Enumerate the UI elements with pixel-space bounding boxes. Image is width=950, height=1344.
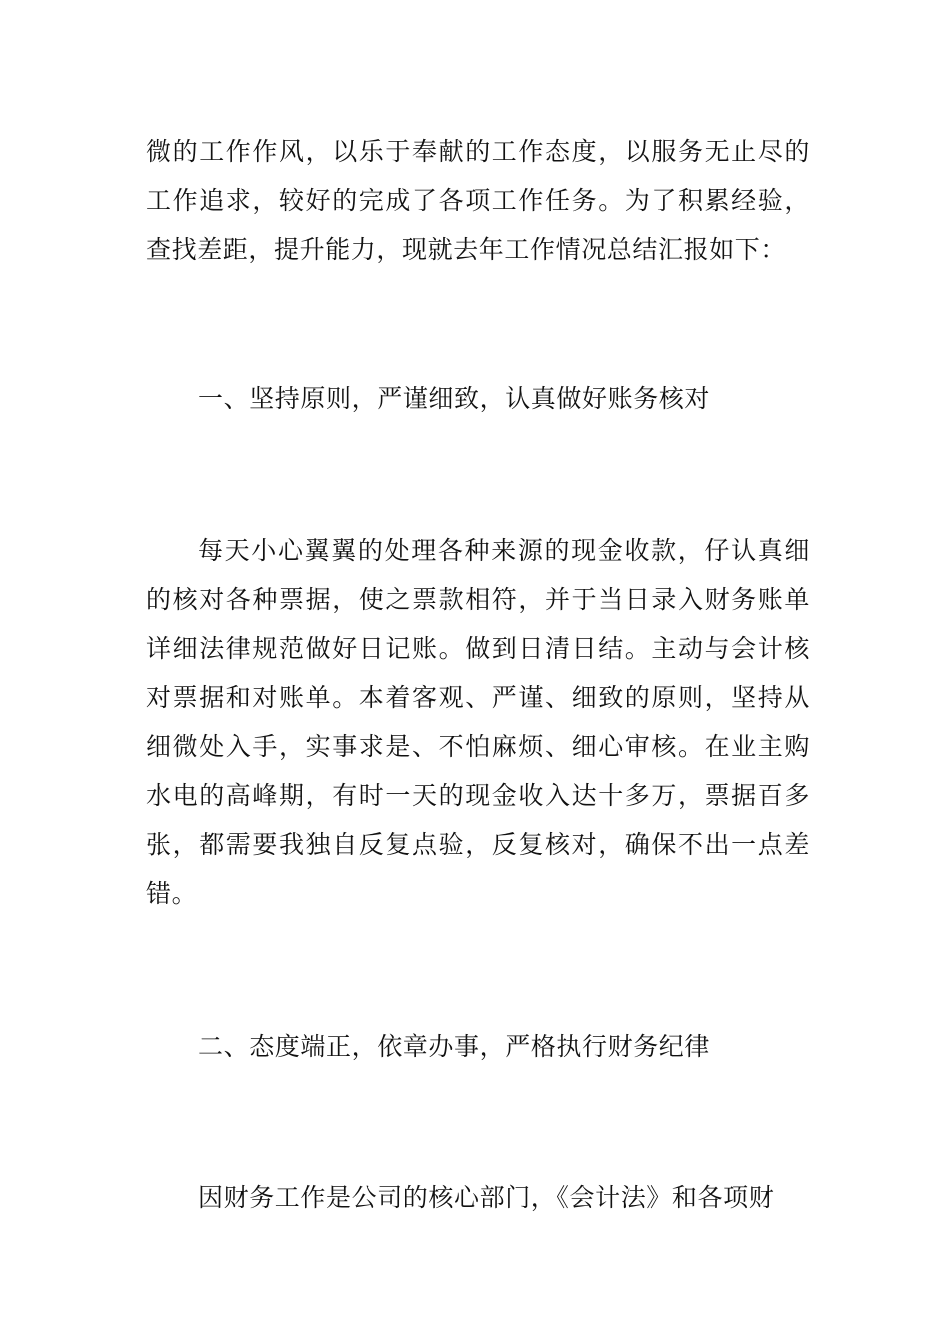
section-one-heading: 一、坚持原则，严谨细致，认真做好账务核对 <box>198 384 711 413</box>
section-one-paragraph: 每天小心翼翼的处理各种来源的现金收款，仔认真细的核对各种票据，使之票款相符，并于当日录入财务账单详细法律规范做好日记账。做到日清日结。主动与会计核对票据和对账单。本着客观、严谨、细致的原则，坚持从细微处入手，实事求是、不怕麻烦、细心审核。在业主购水电的高峰期，有时一天的现金收入达十多万，票据百多张，都需要我独自反复点验，反复核对，确保不出一点差错。 <box>146 536 810 908</box>
section-two-paragraph: 因财务工作是公司的核心部门，《会计法》和各项财 <box>198 1183 775 1212</box>
section-two-heading: 二、态度端正，依章办事，严格执行财务纪律 <box>198 1032 711 1061</box>
intro-paragraph: 微的工作作风，以乐于奉献的工作态度，以服务无止尽的工作追求，较好的完成了各项工作任务。为了积累经验，查找差距，提升能力，现就去年工作情况总结汇报如下： <box>146 137 810 264</box>
